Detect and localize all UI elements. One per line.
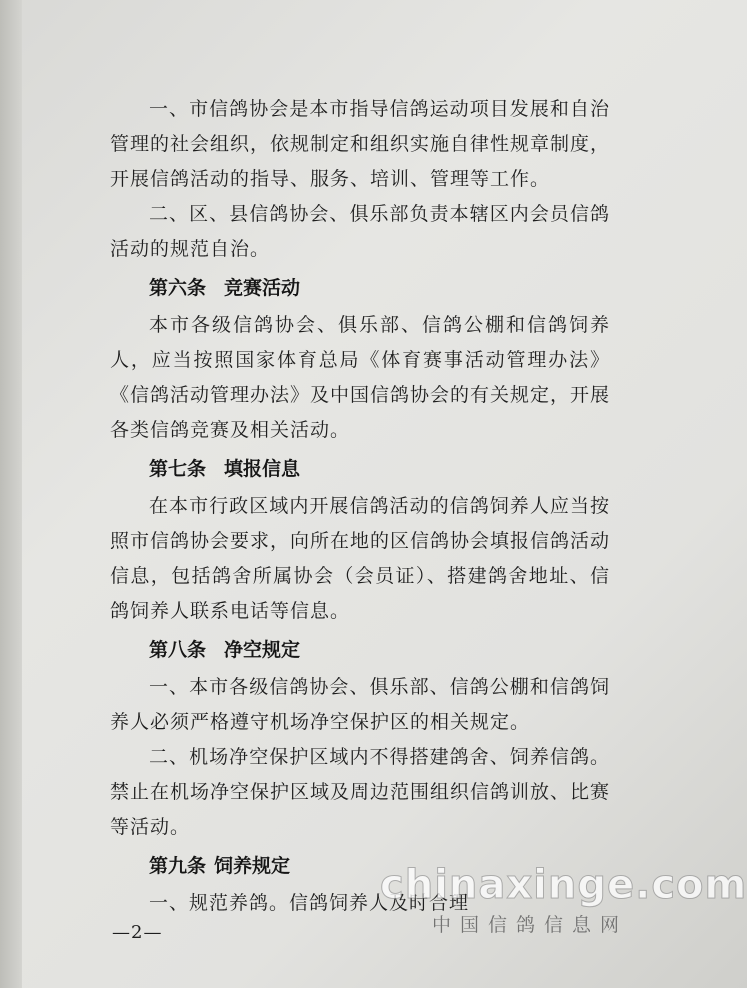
watermark-chinese: 中国信鸽信息网 — [431, 914, 628, 936]
article-7-heading — [110, 452, 610, 487]
paragraph-art8-clause1: 一、本市各级信鸽协会、俱乐部、信鸽公棚和信鸽饲养人必须严格遵守机场净空保护区的相关规定。 — [110, 676, 610, 733]
paragraph-art6-body: 本市各级信鸽协会、俱乐部、信鸽公棚和信鸽饲养人，应当按照国家体育总局《体育赛事活动管理办法》《信鸽活动管理办法》及中国信鸽协会的有关规定，开展各类信鸽竞赛及相关活动。 — [110, 314, 611, 441]
watermark — [380, 862, 747, 937]
paragraph-art9-clause1: 一、规范养鸽。信鸽饲养人及时合理 — [149, 892, 470, 914]
article-6-title: 竞赛活动 — [224, 277, 301, 299]
article-8-number: 第八条 — [149, 639, 207, 661]
article-9-title: 饲养规定 — [214, 855, 291, 877]
watermark-latin: chinaxinge.com — [380, 862, 747, 908]
paragraph-art8-clause2: 二、机场净空保护区域内不得搭建鸽舍、饲养信鸽。禁止在机场净空保护区域及周边范围组织信鸽训放、比赛等活动。 — [110, 746, 611, 838]
article-6-heading — [110, 271, 610, 306]
paragraph-art7-body: 在本市行政区域内开展信鸽活动的信鸽饲养人应当按照市信鸽协会要求，向所在地的区信鸽协会填报信鸽活动信息，包括鸽舍所属协会（会员证）、搭建鸽舍地址、信鸽饲养人联系电话等信息。 — [110, 495, 611, 622]
article-6-number: 第六条 — [149, 277, 207, 299]
article-7-title: 填报信息 — [224, 458, 301, 480]
article-8-heading — [110, 633, 610, 668]
page-edge — [0, 0, 22, 988]
document-body — [110, 92, 610, 921]
article-8-title: 净空规定 — [224, 639, 301, 661]
page-number: —2— — [112, 922, 163, 943]
paragraph-art5-clause1: 一、市信鸽协会是本市指导信鸽运动项目发展和自治管理的社会组织，依规制定和组织实施自律性规章制度，开展信鸽活动的指导、服务、培训、管理等工作。 — [110, 98, 611, 190]
article-9-number: 第九条 — [149, 855, 207, 877]
article-7-number: 第七条 — [149, 458, 207, 480]
paragraph-art5-clause2: 二、区、县信鸽协会、俱乐部负责本辖区内会员信鸽活动的规范自治。 — [110, 203, 610, 260]
